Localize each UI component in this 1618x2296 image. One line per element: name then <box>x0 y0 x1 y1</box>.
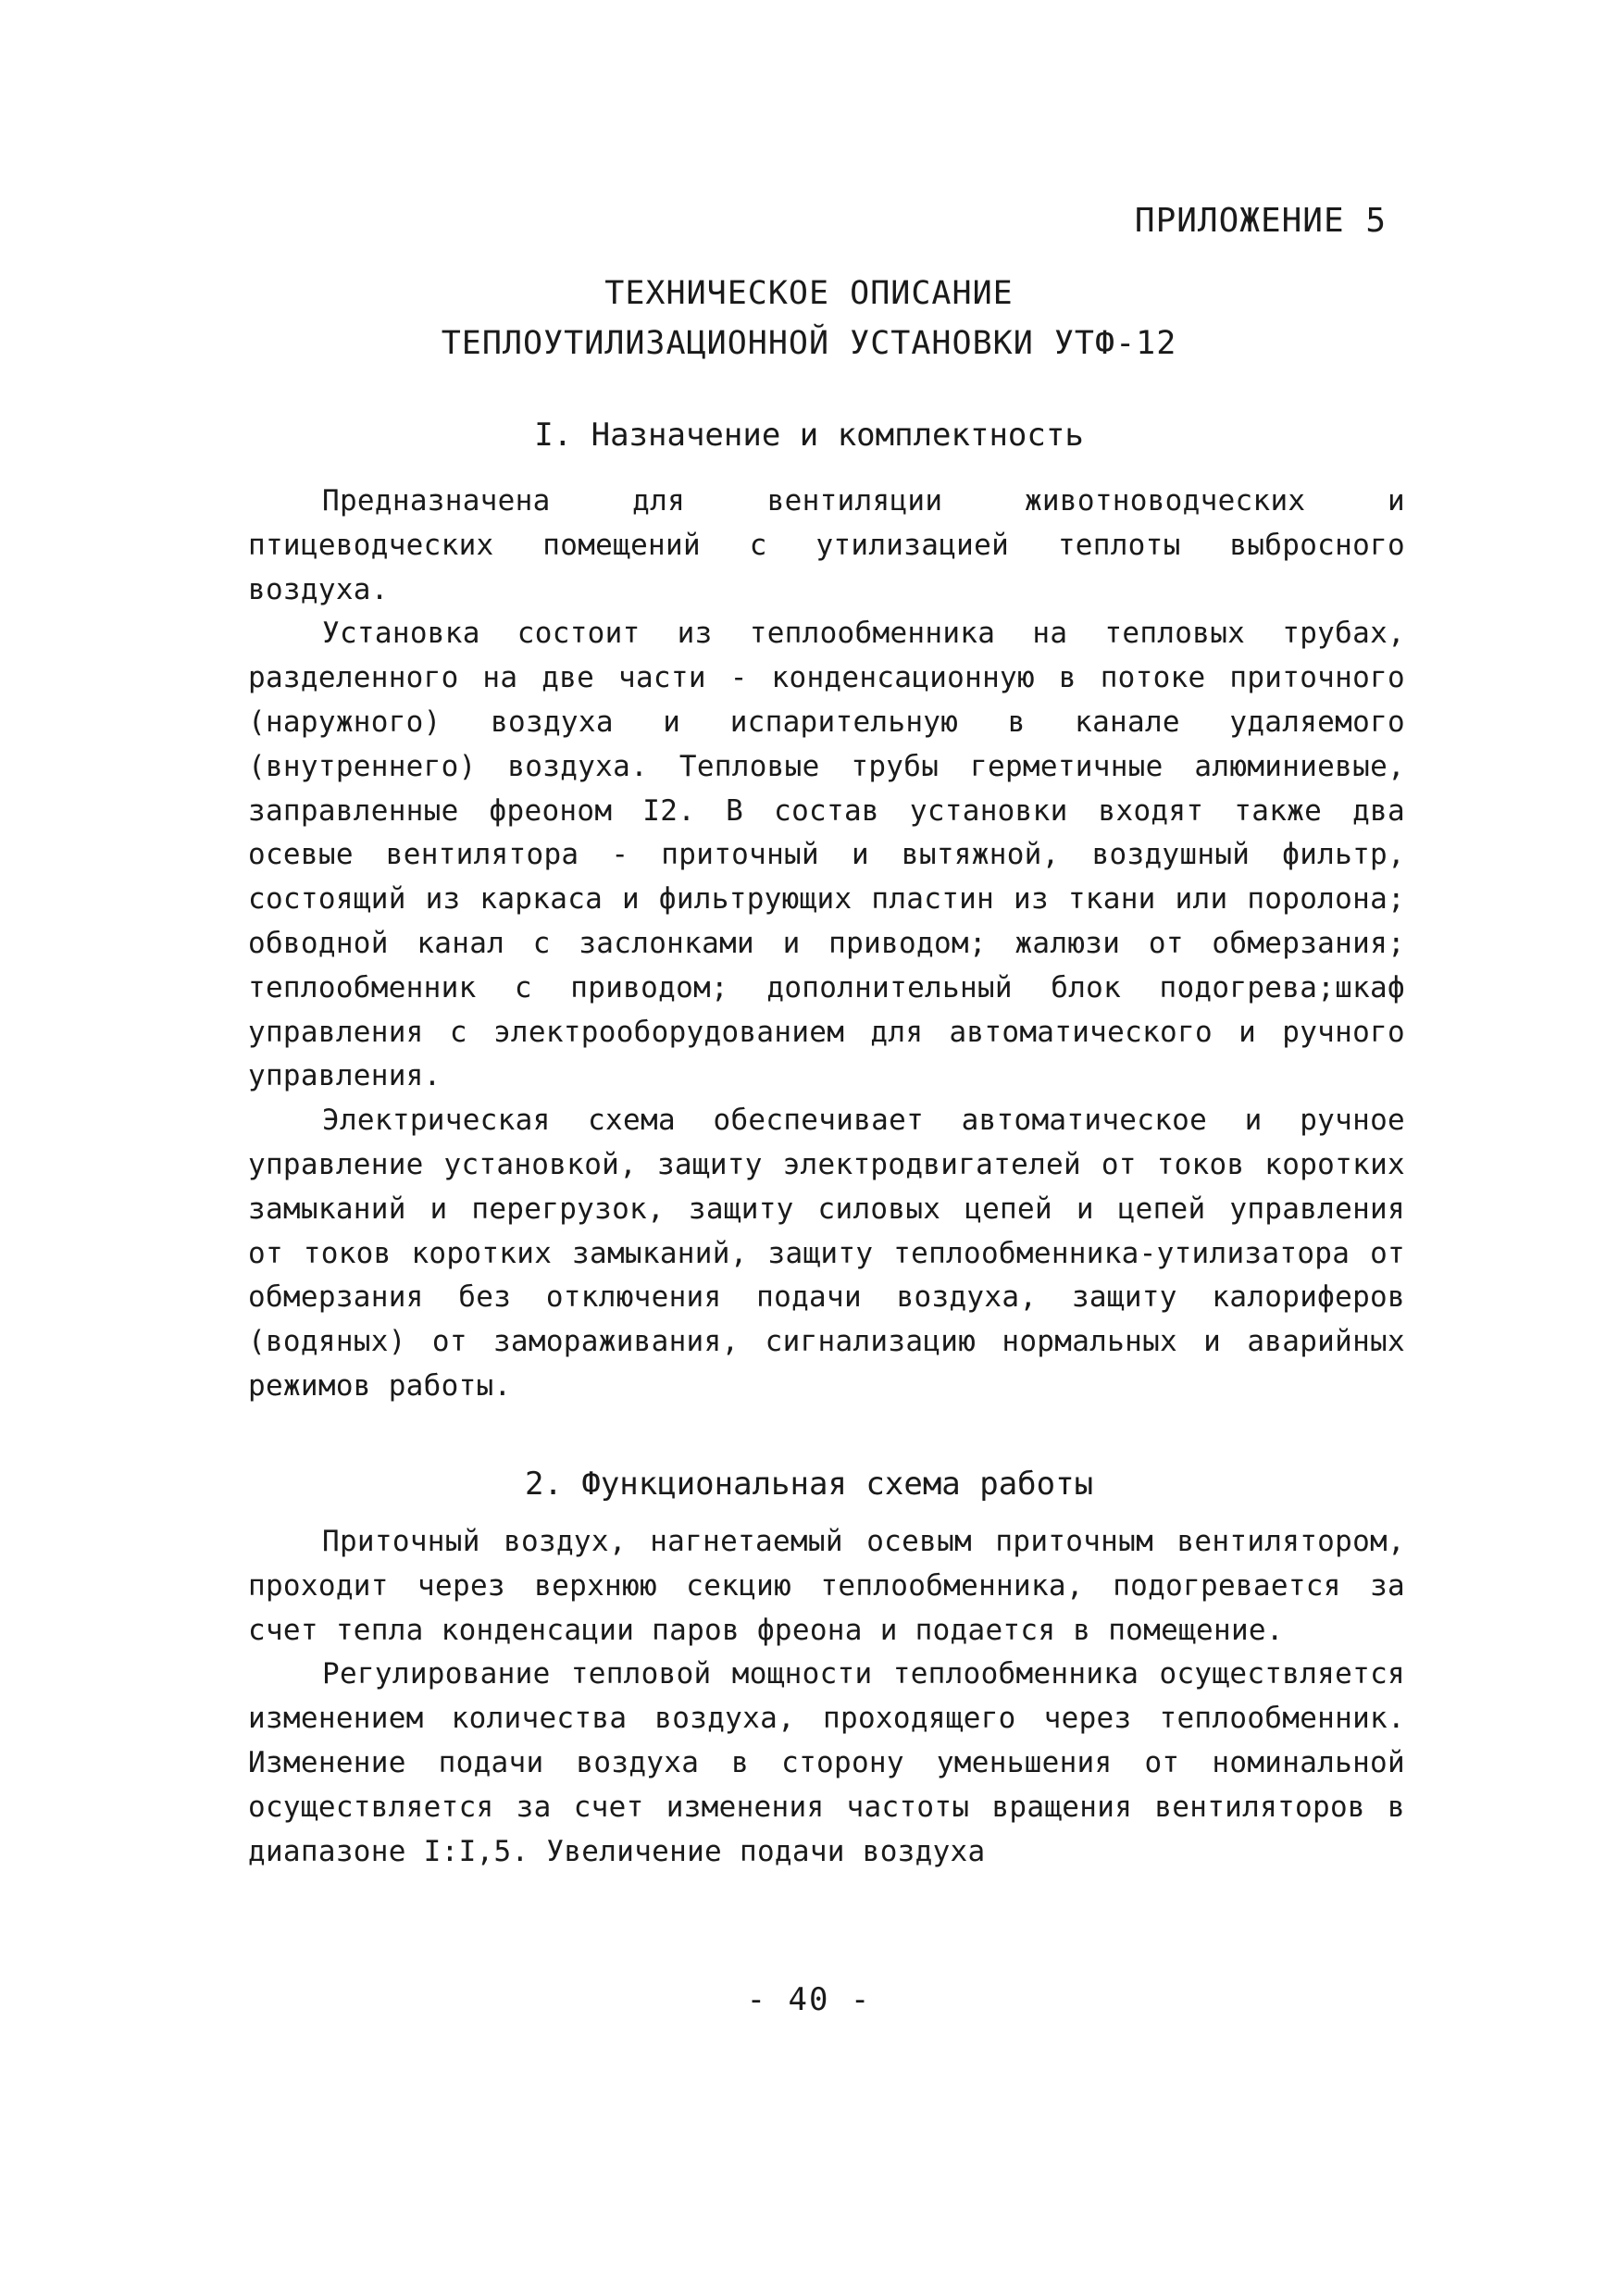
section-2-heading: 2. Функциональная схема работы <box>524 1466 1094 1503</box>
paragraph: Регулирование тепловой мощности теплообменника осуществляется изменением количества воздуха, проходящего через теплообменник. Изменение подачи воздуха в сторону уменьшения от номинальной осуществляется за счет изменения частоты вращения вентиляторов в диапазоне I:I,5. Увеличение подачи воздуха <box>248 1657 1405 1868</box>
paragraph: Установка состоит из теплообменника на тепловых трубах, разделенного на две части - конденсационную в потоке приточного (наружного) воздуха и испарительную в канале удаляемого (внутреннего) воздуха. Тепловые трубы герметичные алюминиевые, заправленные фреоном I2. В состав установки входят также два осевые вентилятора - приточный и вытяжной, воздушный фильтр, состоящий из каркаса и фильтрующих пластин из ткани или поролона; обводной канал с заслонками и приводом; жалюзи от обмерзания; теплообменник с приводом; дополнительный блок подогрева;шкаф управления с электрооборудованием для автоматического и ручного управления. <box>248 617 1405 1093</box>
section-2-body <box>248 1520 1405 1874</box>
page-number: - 40 - <box>746 1981 872 2018</box>
title-line-2: ТЕПЛОУТИЛИЗАЦИОННОЙ УСТАНОВКИ УТФ-12 <box>441 325 1177 362</box>
appendix-label: ПРИЛОЖЕНИЕ 5 <box>1134 202 1387 240</box>
paragraph: Электрическая схема обеспечивает автоматическое и ручное управление установкой, защиту электродвигателей от токов коротких замыканий и перегрузок, защиту силовых цепей и цепей управления от токов коротких замыканий, защиту теплообменника-утилизатора от обмерзания без отключения подачи воздуха, защиту калориферов (водяных) от замораживания, сигнализацию нормальных и аварийных режимов работы. <box>248 1104 1405 1403</box>
section-1-heading: I. Назначение и комплектность <box>534 417 1084 454</box>
paragraph: Приточный воздух, нагнетаемый осевым приточным вентилятором, проходит через верхнюю секцию теплообменника, подогревается за счет тепла конденсации паров фреона и подается в помещение. <box>248 1525 1405 1647</box>
title-line-1: ТЕХНИЧЕСКОЕ ОПИСАНИЕ <box>604 275 1014 312</box>
paragraph: Предназначена для вентиляции животноводческих и птицеводческих помещений с утилизацией теплоты выбросного воздуха. <box>248 484 1405 606</box>
section-1-body <box>248 480 1405 1409</box>
document-title <box>0 268 1618 368</box>
